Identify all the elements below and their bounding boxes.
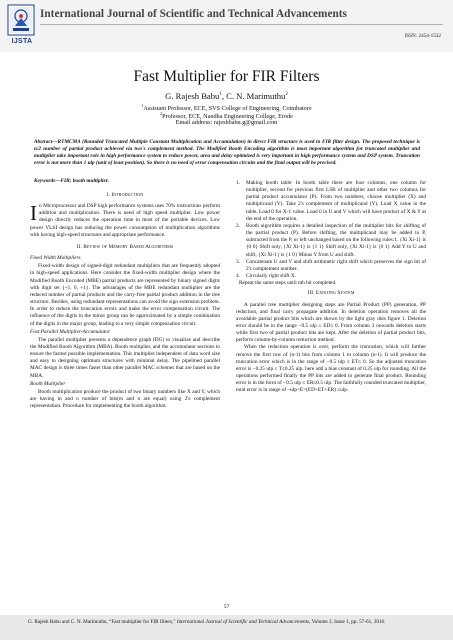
list-text: Booth algorithm requires a detailed inspection of the multiplier bits for shifting of the partial product (P). Before shifting, the multiplicand may be added to P, subtracted from the P, or left unchanged based on the following rules:1. {Xi Xi-1} is {0 0} Shift only, {Xi Xi-1} is {1 1} Shift only, {Xi Xi-1} is {0 1} Add Y to U and shift, {Xi Xi-1} is {1 0} Minus Y from U and shift.: [246, 222, 426, 258]
citation-volume: , Volume 2, Issue 1, pp. 57-61, 2016.: [309, 619, 386, 625]
author-email: Email address: rajeshbabu.g@gmail.com: [175, 119, 278, 126]
subheading-fixed-width: Fixed Width Multipliers: [30, 255, 81, 262]
subheading-booth: Booth Multiplier: [30, 380, 66, 387]
affiliation-text: Professor, ECE, Nandha Engineering College, Erode: [162, 113, 293, 121]
citation-authors-title: G. Rajesh Babu and C. N. Marimuthu, “Fast multiplier for FIR filters,”: [28, 619, 177, 625]
affiliation-superscript: 2: [160, 111, 163, 116]
journal-title: International Journal of Scientific and Technical Advancements: [40, 8, 347, 20]
ijsta-emblem-icon: [7, 4, 35, 36]
keywords-label: Keywords: [34, 178, 56, 184]
list-item: [236, 259, 426, 273]
citation-journal: International Journal of Scientific and Technical Advancements: [176, 619, 310, 625]
list-text: Concatenate U and V and shift arithmetic right shift which preserves the sign bit of 2's complement number.: [246, 258, 426, 272]
paper-title: Fast Multiplier for FIR Filters: [133, 68, 320, 85]
paragraph-booth: Booth multiplication produce the product of two binary numbers like X and Y, which are having m and n number of bits(m and n are equal) using 2's complement representation. Procedure for implementing the booth algorithm.: [30, 388, 220, 410]
section-heading-introduction: I. Introduction: [106, 192, 144, 198]
list-item: [236, 180, 426, 223]
author-line: G. Rajesh Babu$^1$, C. N. Marimuthu$^2$: [165, 91, 288, 101]
abstract-label: Abstract: [34, 139, 53, 145]
right-column: [236, 180, 426, 395]
affiliation-text: Assistant Professor, ECE, SVS College of Engineering, Coimbatore: [143, 105, 312, 113]
booth-steps-list: [236, 180, 426, 280]
left-column: [30, 190, 220, 410]
page-number: 57: [223, 604, 230, 610]
citation-footer: [0, 615, 453, 640]
abstract-text: —RTMCMA (Rounded Truncated Multiple Constant Multiplication and Accumulation) in direct FIR structure is used in FIR filter design. The proposed technique is n/2 number of partial product achieved via two's complement method. The Modified Booth Encoding algorithm is most important algorithm for truncated multiplier and multiplier take important role in high performance system to reduce power, area and delay optimized is very important in high performance system and DSP system. Truncation error is not more than 1 ulp (unit of least position). So there is no need of error compensation circuits and the final output will be precised.: [34, 139, 420, 167]
paragraph-existing-1: A parallel tree multiplier designing steps are Partial Product (PP) generation, PP reduction, and final carry propagate addition. In deletion operation removes all the avoidable partial product bits which are shown by the light gray dots figure 1. Deletion error should be in the range −0.5 ulp ≤ ED≤ 0. From column 3 onwards deletion starts while first two of partial product bits are kept. After the deletion of partial product bits, perform column-by-column reduction method.: [236, 301, 426, 344]
abstract: [34, 139, 420, 167]
list-text: Circularly right shift X.: [246, 273, 297, 280]
journal-header: [0, 0, 453, 52]
author-superscript: 2: [285, 92, 288, 98]
issn-label: ISSN: 2454-1532: [404, 33, 441, 39]
paragraph-existing-2: When the reduction operation is over, perform the truncation, which will further remove the first row of (n-1) bits from column 1 to column (n-1). It will produce the truncation error which is in the range of −0.5 ulp ≤ ET≤ 0. So the adjusted truncation error is −0.25 ulp ≤ T≤0.25 ulp. here add a bias constant of 0.25 ulp for rounding. All the operations performed finally the PP bits are added to generate final product. Rounding error is in the form of - 0.5 ulp ≤ ER≤0.5 ulp. The faithfully rounded truncated multiplier, total error is in range of –ulp<E=(ED+ET+ER) ≤ulp.: [236, 344, 426, 394]
keywords-text: —FIR; booth multiplier.: [55, 178, 109, 184]
author-name: C. N. Marimuthu: [226, 91, 286, 101]
paragraph-fast-parallel: The parallel multiplier presents a dependence graph (DG) to visualize and describe the Modified Booth Algorithm (MBA). Booth multiplier, and the accumulator sections to ensure the fastest possible implementation. This multiplier independent of data word size and easy to designing optimum structures with minimal delay. The pipelined parallel MAC design is three times faster than other parallel MAC schemes that are based on the MBA.: [30, 336, 220, 379]
list-number: 1.: [236, 180, 240, 186]
section-heading-existing-system: III. Existing System: [307, 290, 355, 297]
subheading-fast-parallel: Fast Parallel Multiplier-Accumulator: [30, 328, 110, 335]
header-divider: [40, 24, 443, 25]
paragraph-fixed-width: Fixed-width design of signed-digit redundant multipliers that are frequently adopted in high-speed applications. Here consider the fixed-width multiplier design where the Modified Booth Encoded (MBE) partial products are represented by binary signed digits with digit set {+1, 0, +1}. The advantages of the MBE redundant multiplier are the reduced number of partial products and the carry-free partial product addition in the tree structure. Besides, using redundant representations can avoid the sign extension problem. In order to reduce the truncation errors and make the error compensation circuit. The influence of the digits in the minor group can be approximated by a simple combination of the digits in the major group, leading to a very simple compensation circuit.: [30, 263, 220, 327]
affiliation-superscript: 1: [141, 103, 144, 108]
citation-text: [28, 619, 428, 626]
author-name: G. Rajesh Babu: [165, 91, 220, 101]
keywords: [34, 178, 109, 184]
list-number: 2.: [236, 222, 240, 229]
drop-cap: I: [30, 201, 37, 226]
list-item: [236, 273, 426, 280]
list-item: [236, 223, 426, 259]
journal-logo: [6, 4, 36, 48]
logo-text: IJSTA: [11, 38, 33, 45]
list-number: 3.: [236, 258, 240, 265]
repeat-note: Repeat the same steps until nth bit completed.: [239, 280, 337, 287]
section-heading-review: II. Review of Memory Based Algorithms: [76, 243, 174, 250]
author-superscript: 1: [219, 92, 222, 98]
intro-text: n Microprocessor and DSP high performance systems uses 70% instructions perform addition and multiplication. There is need of high speed multiplier. Low power design directly reduces the operation time in most of the portable devices. Low power VLSI design has reducing the power consumption of multiplication algorithms with having high-speed structures and appropriate performance.: [30, 203, 220, 238]
list-number: 4.: [236, 273, 240, 280]
list-text: Making booth table: In booth table there are four columns, one column for multiplier, second for previous first LSB of multiplier and other two columns for partial product accumulator (P). From two numbers, choose multiplier (X) and multiplicand (Y). Take 2's complement of multiplicand (Y). Load X value in the table. Load 0 for X-1 value. Load 0 in U and V which will have product of X & Y at the end of the operation.: [246, 180, 426, 222]
intro-paragraph: [30, 203, 220, 239]
